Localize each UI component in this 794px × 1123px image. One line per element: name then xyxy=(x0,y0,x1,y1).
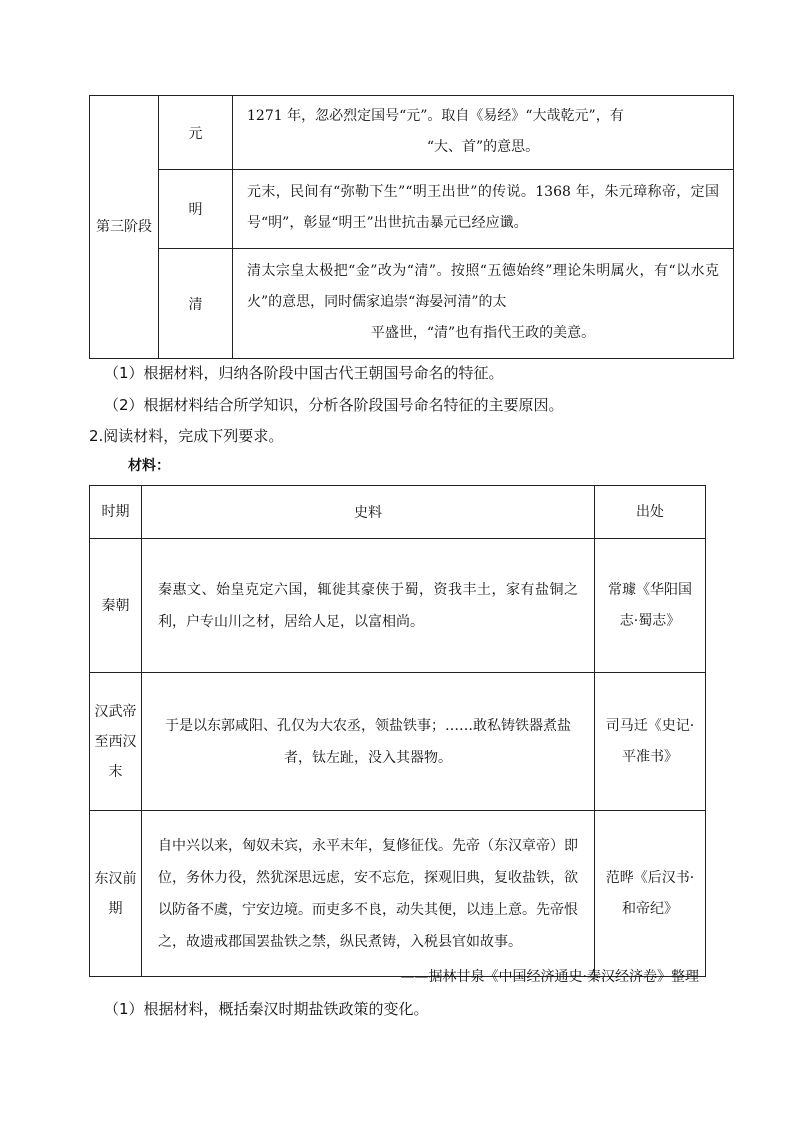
source-text-cell: 自中兴以来，匈奴未宾，永平末年，复修征伐。先帝（东汉章帝）即位，务休力役，然犹深思远虑，安不忘危，探观旧典，复收盐铁，欲以防备不虞，宁安边境。而吏多不良，动失其便，以违上意。先帝恨之，故遗戒郡国罢盐铁之禁，纵民煮铸，入税县官如故事。 xyxy=(142,811,595,977)
source-cell: 范晔《后汉书·和帝纪》 xyxy=(595,811,706,977)
table-row xyxy=(90,539,706,673)
material-label: 材料： xyxy=(128,458,170,474)
header-source: 出处 xyxy=(595,486,706,539)
question-2-1: （1）根据材料，概括秦汉时期盐铁政策的变化。 xyxy=(104,1000,429,1018)
description-cell: 元末，民间有“弥勒下生”“明王出世”的传说。1368 年，朱元璋称帝，定国号“明”，彰显“明王”出世抗击暴元已经应谶。 xyxy=(233,170,734,249)
description-cell: 1271 年，忽必烈定国号“元”。取自《易经》“大哉乾元”，有 “大、首”的意思。 xyxy=(233,96,734,170)
dynasty-name-table xyxy=(89,95,734,359)
table-row xyxy=(90,811,706,977)
header-text: 史料 xyxy=(142,486,595,539)
question-2-title: 2.阅读材料，完成下列要求。 xyxy=(89,427,284,445)
table-source-note: ——据林甘泉《中国经济通史·秦汉经济卷》整理 xyxy=(400,969,699,985)
period-cell: 东汉前期 xyxy=(90,811,142,977)
table-row xyxy=(90,673,706,811)
question-1-2: （2）根据材料结合所学知识，分析各阶段国号命名特征的主要原因。 xyxy=(104,396,564,414)
stage-label: 第三阶段 xyxy=(90,96,159,359)
dynasty-cell: 明 xyxy=(159,170,233,249)
header-period: 时期 xyxy=(90,486,142,539)
source-cell: 司马迁《史记·平准书》 xyxy=(595,673,706,811)
salt-iron-table xyxy=(89,485,706,977)
question-1-1: （1）根据材料，归纳各阶段中国古代王朝国号命名的特征。 xyxy=(104,364,504,382)
dynasty-cell: 清 xyxy=(159,249,233,359)
source-text-cell: 于是以东郭咸阳、孔仅为大农丞，领盐铁事；……敢私铸铁器煮盐者，钛左趾，没入其器物。 xyxy=(142,673,595,811)
period-cell: 秦朝 xyxy=(90,539,142,673)
source-cell: 常璩《华阳国志·蜀志》 xyxy=(595,539,706,673)
dynasty-cell: 元 xyxy=(159,96,233,170)
period-cell: 汉武帝至西汉末 xyxy=(90,673,142,811)
source-text-cell: 秦惠文、始皇克定六国，辄徙其豪侠于蜀，资我丰土，家有盐铜之利，户专山川之材，居给人足，以富相尚。 xyxy=(142,539,595,673)
description-cell: 清太宗皇太极把“金”改为“清”。按照“五德始终”理论朱明属火，有“以水克火”的意思，同时儒家追崇“海晏河清”的太 平盛世，“清”也有指代王政的美意。 xyxy=(233,249,734,359)
